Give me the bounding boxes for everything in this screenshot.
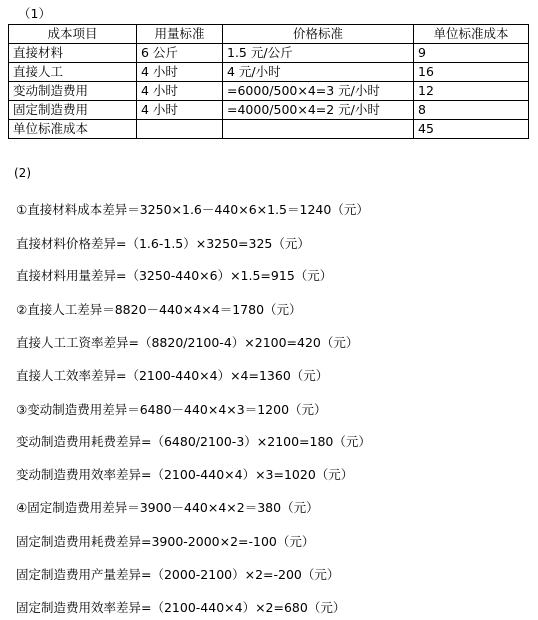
variance-line: ②直接人工差异＝8820－440×4×4＝1780（元） <box>16 302 302 317</box>
header-price-standard: 价格标准 <box>223 25 414 44</box>
cell-price: 1.5 元/公斤 <box>223 44 414 63</box>
variance-line: 变动制造费用效率差异=（2100-440×4）×3=1020（元） <box>16 467 354 482</box>
table-row <box>9 82 529 101</box>
cell-unit-cost: 8 <box>414 101 529 120</box>
cell-cost-item: 直接人工 <box>9 63 137 82</box>
part-2-label: (2) <box>14 166 31 180</box>
cell-unit-cost: 45 <box>414 120 529 139</box>
table-header-row <box>9 25 529 44</box>
table-row <box>9 63 529 82</box>
cell-unit-cost: 16 <box>414 63 529 82</box>
cell-quantity: 4 小时 <box>137 101 223 120</box>
variance-line: ①直接材料成本差异＝3250×1.6－440×6×1.5＝1240（元） <box>16 202 369 217</box>
cell-price: 4 元/小时 <box>223 63 414 82</box>
cell-quantity <box>137 120 223 139</box>
cell-quantity: 4 小时 <box>137 82 223 101</box>
cell-price <box>223 120 414 139</box>
cell-cost-item: 单位标准成本 <box>9 120 137 139</box>
cell-cost-item: 直接材料 <box>9 44 137 63</box>
table-row <box>9 101 529 120</box>
variance-line: 固定制造费用效率差异=（2100-440×4）×2=680（元） <box>16 600 346 615</box>
cell-quantity: 6 公斤 <box>137 44 223 63</box>
variance-line: 直接材料价格差异=（1.6-1.5）×3250=325（元） <box>16 236 310 251</box>
table-row <box>9 44 529 63</box>
cell-cost-item: 固定制造费用 <box>9 101 137 120</box>
cell-unit-cost: 9 <box>414 44 529 63</box>
header-unit-standard-cost: 单位标准成本 <box>414 25 529 44</box>
variance-line: 固定制造费用产量差异=（2000-2100）×2=-200（元） <box>16 567 340 582</box>
variance-line: ③变动制造费用差异＝6480－440×4×3＝1200（元） <box>16 402 327 417</box>
variance-line: 变动制造费用耗费差异=（6480/2100-3）×2100=180（元） <box>16 434 371 449</box>
standard-cost-table <box>8 24 529 139</box>
variance-line: 固定制造费用耗费差异=3900-2000×2=-100（元） <box>16 534 315 549</box>
cell-quantity: 4 小时 <box>137 63 223 82</box>
variance-line: 直接材料用量差异=（3250-440×6）×1.5=915（元） <box>16 268 333 283</box>
header-cost-item: 成本项目 <box>9 25 137 44</box>
cell-cost-item: 变动制造费用 <box>9 82 137 101</box>
cell-unit-cost: 12 <box>414 82 529 101</box>
cell-price: =6000/500×4=3 元/小时 <box>223 82 414 101</box>
part-1-label: （1） <box>18 6 51 21</box>
header-quantity-standard: 用量标准 <box>137 25 223 44</box>
variance-line: 直接人工工资率差异=（8820/2100-4）×2100=420（元） <box>16 335 359 350</box>
variance-line: ④固定制造费用差异＝3900－440×4×2＝380（元） <box>16 500 319 515</box>
variance-line: 直接人工效率差异=（2100-440×4）×4=1360（元） <box>16 368 329 383</box>
table-row-total <box>9 120 529 139</box>
cell-price: =4000/500×4=2 元/小时 <box>223 101 414 120</box>
